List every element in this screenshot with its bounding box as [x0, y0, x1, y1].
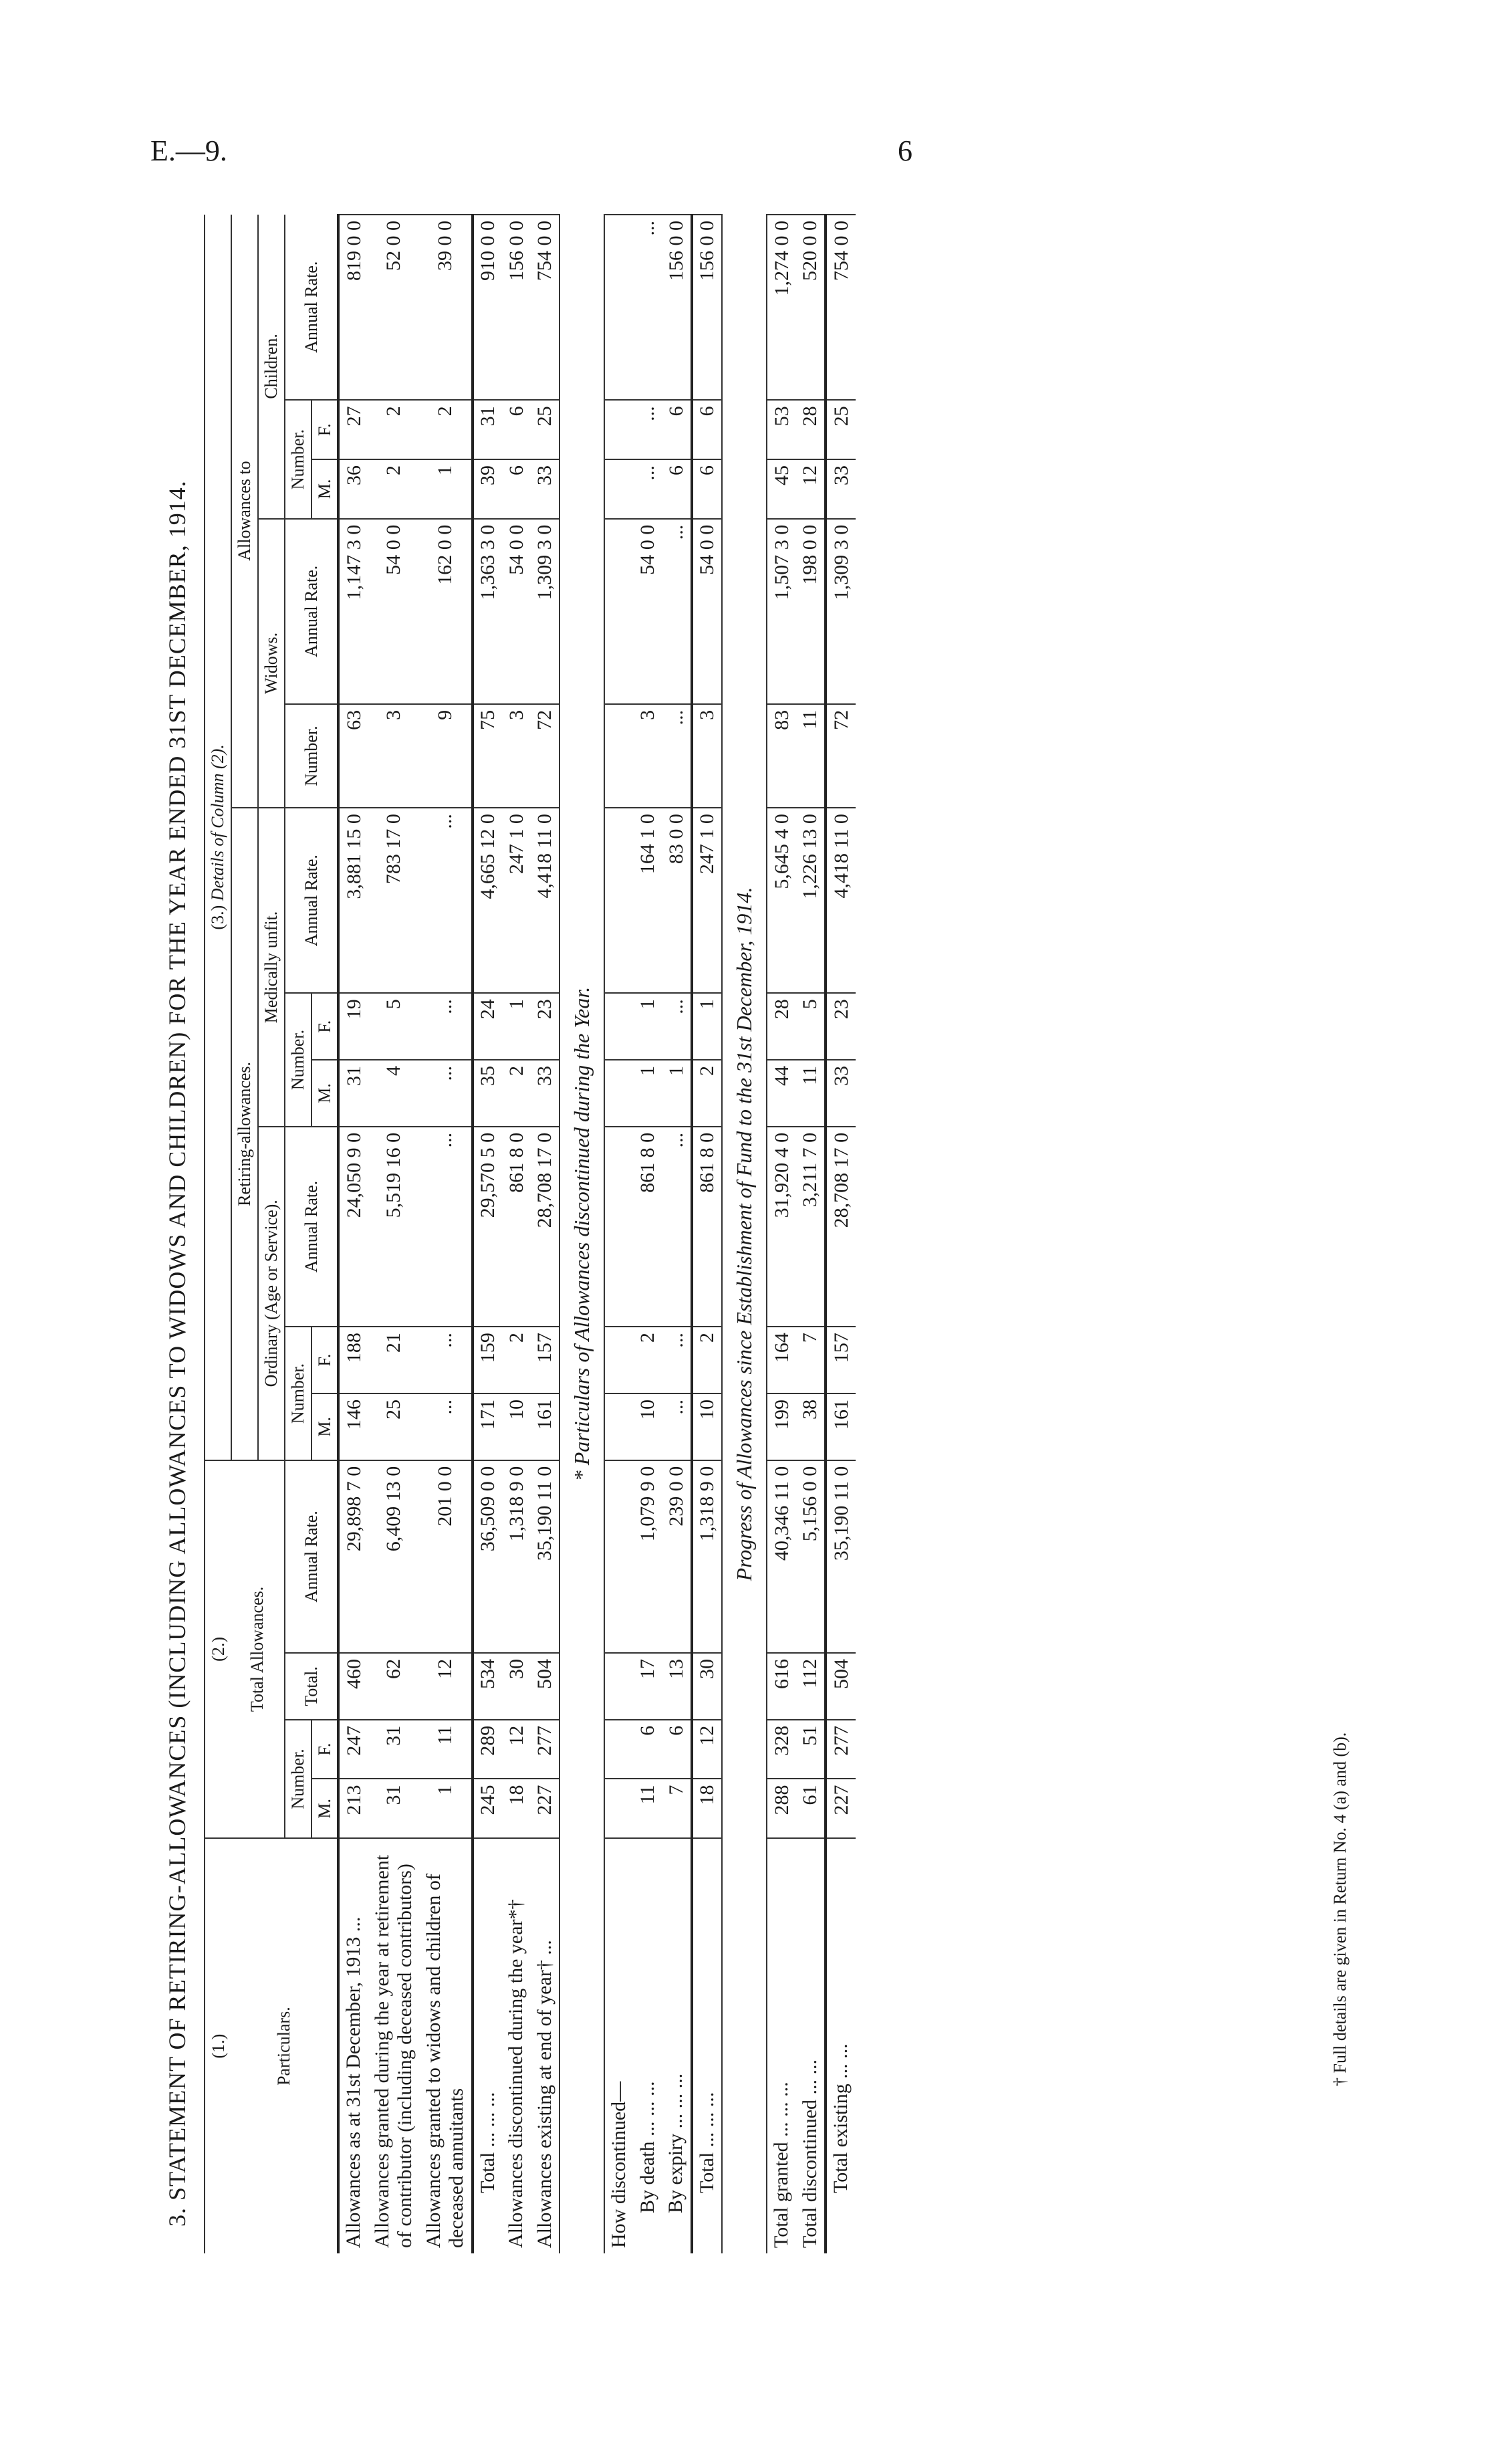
row-value: 28 — [796, 400, 826, 459]
row-value: 7 — [662, 1779, 692, 1838]
row-value: 227 — [531, 1779, 560, 1838]
row-value: ... — [634, 215, 662, 400]
row-value: 6 — [692, 459, 723, 519]
row-value: ... — [662, 704, 692, 808]
row-value: 1 — [634, 1060, 662, 1127]
total-allowances-header: Total Allowances. — [231, 1460, 285, 1838]
row-value: 5 — [368, 993, 420, 1060]
row-value: 861 8 0 — [692, 1127, 723, 1327]
rotated-statement — [150, 214, 1300, 2253]
row-value: 156 0 0 — [502, 215, 531, 400]
row-value: 1 — [502, 993, 531, 1060]
row-value: 25 — [826, 400, 856, 459]
row-value: 819 0 0 — [338, 215, 368, 400]
row-value: 2 — [502, 1060, 531, 1127]
row-value: 4,418 11 0 — [531, 808, 560, 993]
row-value: 28,708 17 0 — [826, 1127, 856, 1327]
row-value: 36 — [338, 459, 368, 519]
row-value: 54 0 0 — [368, 519, 420, 704]
row-value: 198 0 0 — [796, 519, 826, 704]
row-label: Allowances granted during the year at retirement of contributor (including deceased contributors) — [368, 1838, 420, 2253]
row-value: 1,309 3 0 — [826, 519, 856, 704]
table-row — [634, 215, 662, 2253]
row-value: 10 — [692, 1393, 723, 1460]
row-value: 72 — [531, 704, 560, 808]
table-row — [604, 215, 634, 2253]
section-discontinued — [604, 215, 722, 2253]
row-value: 239 0 0 — [662, 1460, 692, 1653]
row-value: 54 0 0 — [634, 519, 662, 704]
row-value: 247 — [338, 1720, 368, 1779]
row-value: 520 0 0 — [796, 215, 826, 400]
table-row — [826, 215, 856, 2253]
row-value: 40,346 11 0 — [767, 1460, 796, 1653]
row-value — [604, 993, 634, 1060]
row-value: 23 — [826, 993, 856, 1060]
ordinary-header: Ordinary (Age or Service). — [258, 1127, 285, 1460]
row-value: 29,898 7 0 — [338, 1460, 368, 1653]
row-value: 10 — [634, 1393, 662, 1460]
row-value: 157 — [531, 1327, 560, 1393]
section-main — [338, 215, 560, 2253]
row-value: 1,274 0 0 — [767, 215, 796, 400]
row-value: ... — [420, 993, 473, 1060]
footnote: † Full details are given in Return No. 4 (a) and (b). — [1330, 1732, 1350, 2086]
row-value: 29,570 5 0 — [473, 1127, 503, 1327]
row-value: 783 17 0 — [368, 808, 420, 993]
male-header: M. — [312, 1779, 339, 1838]
row-value: 6 — [662, 400, 692, 459]
row-label: Total discontinued ... ... — [796, 1838, 826, 2253]
row-value: 2 — [420, 400, 473, 459]
row-value: 6,409 13 0 — [368, 1460, 420, 1653]
row-value: ... — [420, 1060, 473, 1127]
table-row — [662, 215, 692, 2253]
row-value: 910 0 0 — [473, 215, 503, 400]
row-value: 288 — [767, 1779, 796, 1838]
row-value: 5,645 4 0 — [767, 808, 796, 993]
table-row — [420, 215, 473, 2253]
col-number-1: (1.) — [205, 1838, 231, 2253]
row-value: 24,050 9 0 — [338, 1127, 368, 1327]
row-value: 199 — [767, 1393, 796, 1460]
row-value: 2 — [502, 1327, 531, 1393]
row-value: 247 1 0 — [502, 808, 531, 993]
row-value: 4,665 12 0 — [473, 808, 503, 993]
children-header: Children. — [258, 215, 285, 519]
row-value: ... — [662, 1393, 692, 1460]
row-value: 35,190 11 0 — [531, 1460, 560, 1653]
row-value: 245 — [473, 1779, 503, 1838]
row-value: 28,708 17 0 — [531, 1127, 560, 1327]
row-value: 6 — [662, 459, 692, 519]
row-value: 1 — [420, 1779, 473, 1838]
row-value: 1,363 3 0 — [473, 519, 503, 704]
row-value: 9 — [420, 704, 473, 808]
row-value: 28 — [767, 993, 796, 1060]
row-value: 2 — [368, 459, 420, 519]
row-label: Allowances discontinued during the year*† — [502, 1838, 531, 2253]
row-value: 6 — [692, 400, 723, 459]
row-value: 2 — [368, 400, 420, 459]
row-label: By death ... ... ... — [634, 1838, 662, 2253]
row-value: 4 — [368, 1060, 420, 1127]
row-value: 6 — [634, 1720, 662, 1779]
annual-rate-header: Annual Rate. — [285, 1127, 339, 1327]
row-value: 39 — [473, 459, 503, 519]
row-value: 54 0 0 — [502, 519, 531, 704]
row-value: 30 — [502, 1653, 531, 1720]
row-value: 188 — [338, 1327, 368, 1393]
row-value: 754 0 0 — [531, 215, 560, 400]
table-row — [796, 215, 826, 2253]
row-value: ... — [662, 993, 692, 1060]
row-value: 1 — [662, 1060, 692, 1127]
row-value: 2 — [692, 1327, 723, 1393]
row-value: 328 — [767, 1720, 796, 1779]
row-value: 44 — [767, 1060, 796, 1127]
row-value: 7 — [796, 1327, 826, 1393]
row-value: 13 — [662, 1653, 692, 1720]
section-discontinued-title: * Particulars of Allowances discontinued during the Year. — [560, 215, 604, 2253]
row-value: 146 — [338, 1393, 368, 1460]
row-value: 3 — [368, 704, 420, 808]
row-value: 3,211 7 0 — [796, 1127, 826, 1327]
row-value: 11 — [420, 1720, 473, 1779]
row-value: 3 — [502, 704, 531, 808]
row-label: Allowances existing at end of year† ... — [531, 1838, 560, 2253]
row-label: Allowances granted to widows and children of deceased annuitants — [420, 1838, 473, 2253]
male-header: M. — [312, 1060, 339, 1127]
section-progress — [767, 215, 856, 2253]
row-value: 460 — [338, 1653, 368, 1720]
row-label: Total existing ... ... — [826, 1838, 856, 2253]
row-value: 10 — [502, 1393, 531, 1460]
row-value — [604, 1460, 634, 1653]
row-value: 12 — [692, 1720, 723, 1779]
row-value — [604, 808, 634, 993]
row-value: 616 — [767, 1653, 796, 1720]
row-value: 12 — [502, 1720, 531, 1779]
row-value: 164 — [767, 1327, 796, 1393]
row-value — [604, 519, 634, 704]
row-value: 33 — [531, 1060, 560, 1127]
row-value: ... — [634, 459, 662, 519]
row-value: 159 — [473, 1327, 503, 1393]
row-value: 30 — [692, 1653, 723, 1720]
section-progress-title: Progress of Allowances since Establishment of Fund to the 31st December, 1914. — [722, 215, 767, 2253]
annual-rate-header: Annual Rate. — [285, 519, 339, 704]
row-value — [604, 1779, 634, 1838]
row-value: 5,519 16 0 — [368, 1127, 420, 1327]
female-header: F. — [312, 993, 339, 1060]
row-value: 11 — [796, 704, 826, 808]
row-value — [604, 1060, 634, 1127]
row-value: 157 — [826, 1327, 856, 1393]
row-label: Total granted ... ... ... — [767, 1838, 796, 2253]
row-value — [604, 459, 634, 519]
table-row — [338, 215, 368, 2253]
row-value: 21 — [368, 1327, 420, 1393]
row-value: 754 0 0 — [826, 215, 856, 400]
row-value — [604, 400, 634, 459]
row-value: 31 — [368, 1720, 420, 1779]
col-number-2: (2.) — [205, 1460, 231, 1838]
table-row — [531, 215, 560, 2253]
total-count-header: Total. — [285, 1653, 339, 1720]
row-value: 1 — [634, 993, 662, 1060]
row-value: 39 0 0 — [420, 215, 473, 400]
row-value: ... — [662, 1127, 692, 1327]
statement-table — [204, 214, 856, 2253]
row-value: 227 — [826, 1779, 856, 1838]
row-value: 1,507 3 0 — [767, 519, 796, 704]
row-value: 24 — [473, 993, 503, 1060]
row-value: ... — [634, 400, 662, 459]
row-value — [604, 215, 634, 400]
row-label: Total ... ... ... — [473, 1838, 503, 2253]
annual-rate-header: Annual Rate. — [285, 808, 339, 993]
row-value: 18 — [502, 1779, 531, 1838]
row-value: 33 — [531, 459, 560, 519]
retiring-allowances-header: Retiring-allowances. — [231, 808, 258, 1460]
row-value: 6 — [662, 1720, 692, 1779]
page-header — [150, 134, 1434, 194]
number-header: Number. — [285, 400, 312, 518]
row-value: 27 — [338, 400, 368, 459]
table-row — [502, 215, 531, 2253]
table-row — [473, 215, 503, 2253]
row-value: 33 — [826, 459, 856, 519]
row-value: ... — [662, 1327, 692, 1393]
row-value: ... — [420, 1393, 473, 1460]
row-value: 161 — [531, 1393, 560, 1460]
female-header: F. — [312, 400, 339, 459]
medically-unfit-header: Medically unfit. — [258, 808, 285, 1127]
row-value: 4,418 11 0 — [826, 808, 856, 993]
row-label: By expiry ... ... ... — [662, 1838, 692, 2253]
row-value: 171 — [473, 1393, 503, 1460]
row-label: Total ... ... ... — [692, 1838, 723, 2253]
row-value: 45 — [767, 459, 796, 519]
row-value: 35,190 11 0 — [826, 1460, 856, 1653]
row-label: How discontinued— — [604, 1838, 634, 2253]
annual-rate-header: Annual Rate. — [285, 1460, 339, 1653]
row-value: 247 1 0 — [692, 808, 723, 993]
row-value: 12 — [420, 1653, 473, 1720]
row-value: 861 8 0 — [634, 1127, 662, 1327]
number-header: Number. — [285, 704, 339, 808]
details-header: Details of Column (2). — [208, 744, 227, 901]
statement-title: 3. STATEMENT OF RETIRING-ALLOWANCES (INCLUDING ALLOWANCES TO WIDOWS AND CHILDREN) FOR THE YEAR ENDED 31ST DECEMBER, 1914. — [164, 480, 191, 2227]
row-value — [604, 1327, 634, 1393]
row-value: 213 — [338, 1779, 368, 1838]
row-value: 861 8 0 — [502, 1127, 531, 1327]
row-value: 53 — [767, 400, 796, 459]
row-value: 112 — [796, 1653, 826, 1720]
female-header: F. — [312, 1720, 339, 1779]
row-value: 156 0 0 — [662, 215, 692, 400]
row-value: 3 — [692, 704, 723, 808]
table-header — [205, 215, 338, 2253]
row-value: 35 — [473, 1060, 503, 1127]
female-header: F. — [312, 1327, 339, 1393]
row-value: 504 — [531, 1653, 560, 1720]
row-value: 33 — [826, 1060, 856, 1127]
row-value: 23 — [531, 993, 560, 1060]
row-value: 54 0 0 — [692, 519, 723, 704]
row-value: 289 — [473, 1720, 503, 1779]
row-value: 31 — [473, 400, 503, 459]
row-value: 12 — [796, 459, 826, 519]
row-value: 3,881 15 0 — [338, 808, 368, 993]
document-reference: E.—9. — [150, 134, 227, 167]
row-value: 1,309 3 0 — [531, 519, 560, 704]
row-value — [604, 1393, 634, 1460]
table-row — [692, 215, 723, 2253]
row-value: 161 — [826, 1393, 856, 1460]
row-value: 1 — [420, 459, 473, 519]
row-value: 5,156 0 0 — [796, 1460, 826, 1653]
number-header: Number. — [285, 1720, 312, 1838]
row-value: 61 — [796, 1779, 826, 1838]
row-value: 201 0 0 — [420, 1460, 473, 1653]
row-value: 1,226 13 0 — [796, 808, 826, 993]
row-value: 5 — [796, 993, 826, 1060]
table-row — [368, 215, 420, 2253]
row-value: 1 — [692, 993, 723, 1060]
row-value: 6 — [502, 459, 531, 519]
row-value: 25 — [531, 400, 560, 459]
number-header: Number. — [285, 993, 312, 1127]
row-value: 1,079 9 0 — [634, 1460, 662, 1653]
row-value: 11 — [634, 1779, 662, 1838]
col-number-3: (3.) — [208, 905, 227, 930]
row-value: 25 — [368, 1393, 420, 1460]
widows-header: Widows. — [258, 519, 285, 808]
allowances-to-header: Allowances to — [231, 215, 258, 808]
row-value: 63 — [338, 704, 368, 808]
male-header: M. — [312, 1393, 339, 1460]
row-value: 51 — [796, 1720, 826, 1779]
row-value: 19 — [338, 993, 368, 1060]
row-value: 504 — [826, 1653, 856, 1720]
row-value: 31 — [338, 1060, 368, 1127]
row-value: ... — [420, 808, 473, 993]
row-value: 52 0 0 — [368, 215, 420, 400]
row-value: 2 — [692, 1060, 723, 1127]
row-value: 31,920 4 0 — [767, 1127, 796, 1327]
row-value: 72 — [826, 704, 856, 808]
page-number: 6 — [898, 134, 912, 167]
row-value — [604, 1720, 634, 1779]
row-value: ... — [420, 1127, 473, 1327]
row-value — [604, 1653, 634, 1720]
row-value: 534 — [473, 1653, 503, 1720]
particulars-header: Particulars. — [231, 1838, 339, 2253]
number-header: Number. — [285, 1327, 312, 1460]
row-value: 83 — [767, 704, 796, 808]
row-value: ... — [662, 519, 692, 704]
row-value: 1,318 9 0 — [692, 1460, 723, 1653]
male-header: M. — [312, 459, 339, 519]
table-row — [767, 215, 796, 2253]
row-value: 1,147 3 0 — [338, 519, 368, 704]
row-value: ... — [420, 1327, 473, 1393]
annual-rate-header: Annual Rate. — [285, 215, 339, 400]
row-label: Allowances as at 31st December, 1913 ... — [338, 1838, 368, 2253]
row-value: 164 1 0 — [634, 808, 662, 993]
row-value: 18 — [692, 1779, 723, 1838]
row-value: 156 0 0 — [692, 215, 723, 400]
row-value: 38 — [796, 1393, 826, 1460]
row-value: 277 — [826, 1720, 856, 1779]
row-value: 75 — [473, 704, 503, 808]
row-value: 83 0 0 — [662, 808, 692, 993]
row-value: 62 — [368, 1653, 420, 1720]
row-value: 31 — [368, 1779, 420, 1838]
row-value: 11 — [796, 1060, 826, 1127]
row-value — [604, 704, 634, 808]
row-value: 1,318 9 0 — [502, 1460, 531, 1653]
row-value: 162 0 0 — [420, 519, 473, 704]
row-value — [604, 1127, 634, 1327]
row-value: 277 — [531, 1720, 560, 1779]
row-value: 36,509 0 0 — [473, 1460, 503, 1653]
row-value: 2 — [634, 1327, 662, 1393]
row-value: 17 — [634, 1653, 662, 1720]
row-value: 3 — [634, 704, 662, 808]
row-value: 6 — [502, 400, 531, 459]
